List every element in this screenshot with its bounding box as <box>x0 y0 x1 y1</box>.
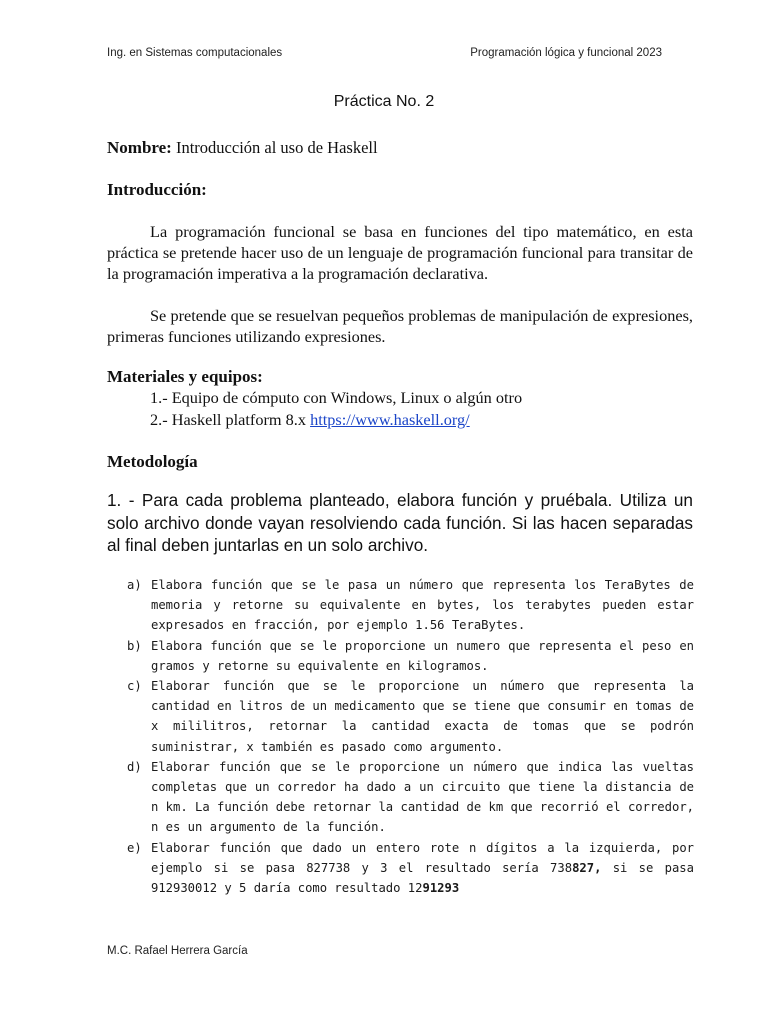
nombre-label: Nombre: <box>107 138 172 157</box>
list-marker: b) <box>127 638 142 653</box>
nombre-line <box>107 138 378 158</box>
list-item <box>127 757 694 838</box>
introduccion-heading: Introducción: <box>107 180 207 199</box>
list-item <box>127 676 694 757</box>
header-left: Ing. en Sistemas computacionales <box>107 47 283 59</box>
introduccion-paragraph-2: Se pretende que se resuelvan pequeños problemas de manipulación de expresiones, primeras funciones utilizando expresiones. <box>107 306 693 346</box>
haskell-link[interactable]: https://www.haskell.org/ <box>310 410 470 429</box>
list-text: Elabora función que se le pasa un número que representa los TeraBytes de memoria y retorne su equivalente en bytes, los terabytes pueden estar expresados en fracción, por ejemplo 1.56 TeraBytes. <box>151 578 694 633</box>
nombre-value: Introducción al uso de Haskell <box>175 138 378 157</box>
materiales-item-2-text: 2.- Haskell platform 8.x <box>150 410 311 429</box>
materiales-heading: Materiales y equipos: <box>107 367 263 386</box>
item-e-text-1: Elaborar función que dado un entero rote n dígitos a la izquierda, por ejemplo si se pasa 827738 y 3 el resultado sería 738 <box>151 840 694 875</box>
list-item <box>127 575 694 636</box>
footer-author: M.C. Rafael Herrera García <box>107 945 248 957</box>
list-marker: a) <box>127 578 142 592</box>
header-right: Programación lógica y funcional 2023 <box>470 47 662 59</box>
list-marker: d) <box>127 759 142 774</box>
page-title: Práctica No. 2 <box>333 93 435 110</box>
list-text <box>151 838 694 899</box>
item-e-text-2: si se pasa 912930012 y 5 daría como resultado 12 <box>151 860 694 896</box>
exercise-list <box>127 575 694 898</box>
list-text: Elabora función que se le proporcione un numero que representa el peso en gramos y retorne su equivalente en kilogramos. <box>151 638 694 673</box>
item-e-bold-2: 91293 <box>422 881 460 896</box>
problem-statement: 1. - Para cada problema planteado, elabora función y pruébala. Utiliza un solo archivo donde vayan resolviendo cada función. Si las hacen separadas al final deben juntarlas en un solo archivo. <box>107 490 693 555</box>
item-e-bold-1: 827, <box>572 860 602 875</box>
list-item <box>127 838 694 899</box>
list-item <box>127 636 694 676</box>
metodologia-heading: Metodología <box>107 452 198 471</box>
list-text: Elaborar función que se le proporcione un número que representa la cantidad en litros de un medicamento que se tiene que consumir en tomas de x mililitros, retornar la cantidad exacta de tomas que se podrón suministrar, x también es pasado como argumento. <box>151 679 694 754</box>
materiales-item-2 <box>150 410 470 430</box>
list-marker: e) <box>127 840 142 855</box>
list-text: Elaborar función que se le proporcione un número que indica las vueltas completas que un corredor ha dado a un circuito que tiene la distancia de n km. La función debe retornar la cantidad de km que recorrió el corredor, n es un argumento de la función. <box>151 759 694 835</box>
list-marker: c) <box>127 679 142 694</box>
materiales-item-1: 1.- Equipo de cómputo con Windows, Linux o algún otro <box>150 388 523 407</box>
introduccion-paragraph-1: La programación funcional se basa en funciones del tipo matemático, en esta práctica se pretende hacer uso de un lenguaje de programación funcional para transitar de la programación imperativa a la programación declarativa. <box>107 222 693 283</box>
